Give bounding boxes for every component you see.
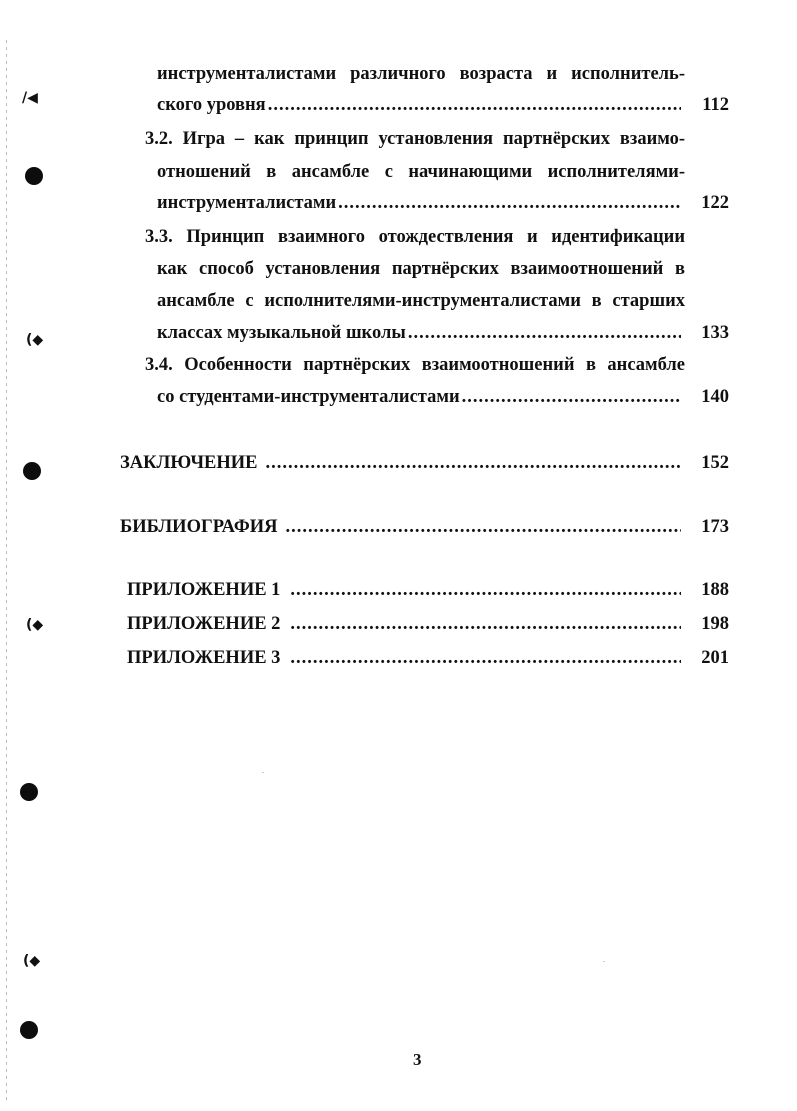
binder-mark-icon: (◆: [23, 953, 41, 969]
binder-mark-icon: /◀: [22, 90, 38, 106]
dot-leader: [290, 578, 681, 602]
toc-entry-text: ПРИЛОЖЕНИЕ 2: [127, 614, 281, 634]
toc-page-number: 133: [701, 323, 729, 343]
toc-entry-text: ского уровня: [157, 95, 266, 115]
toc-entry-text: ЗАКЛЮЧЕНИЕ: [120, 453, 258, 473]
binder-hole-icon: [20, 1021, 38, 1039]
scan-speck: [262, 772, 264, 773]
toc-entry-text: со студентами-инструменталистами: [157, 387, 460, 407]
toc-page-number: 140: [701, 387, 729, 407]
toc-entry-heading: 3.2. Игра – как принцип установления партнёрских взаимо-: [145, 129, 685, 149]
toc-page-number: 112: [702, 95, 729, 115]
toc-entry-heading: 3.3. Принцип взаимного отождествления и идентификации: [145, 227, 685, 247]
dot-leader: [286, 515, 682, 539]
scan-edge-line: [6, 40, 7, 1100]
toc-entry-line: [157, 321, 685, 345]
toc-entry-text: ПРИЛОЖЕНИЕ 3: [127, 648, 281, 668]
toc-entry-line: [157, 93, 685, 117]
toc-entry-text: БИБЛИОГРАФИЯ: [120, 517, 278, 537]
dot-leader: [408, 321, 681, 345]
binder-hole-icon: [23, 462, 41, 480]
binder-mark-icon: (◆: [26, 617, 44, 633]
dot-leader: [338, 191, 681, 215]
toc-appendix-3: [127, 646, 685, 670]
dot-leader: [266, 451, 682, 475]
toc-conclusion: [120, 451, 685, 475]
toc-page-number: 122: [701, 193, 729, 213]
toc-page-number: 152: [701, 453, 729, 473]
toc-appendix-1: [127, 578, 685, 602]
dot-leader: [290, 646, 681, 670]
toc-entry-text: ПРИЛОЖЕНИЕ 1: [127, 580, 281, 600]
toc-bibliography: [120, 515, 685, 539]
toc-entry-text: инструменталистами: [157, 193, 337, 213]
toc-page-number: 173: [701, 517, 729, 537]
dot-leader: [268, 93, 681, 117]
page-number: 3: [413, 1050, 422, 1069]
toc-entry-line: [157, 385, 685, 409]
toc-page-number: 201: [701, 648, 729, 668]
toc-entry-line: как способ установления партнёрских взаимоотношений в: [157, 259, 685, 279]
dot-leader: [462, 385, 681, 409]
toc-entry-line: отношений в ансамбле с начинающими исполнителями-: [157, 162, 685, 182]
toc-appendix-2: [127, 612, 685, 636]
binder-hole-icon: [20, 783, 38, 801]
binder-mark-icon: (◆: [26, 332, 44, 348]
dot-leader: [290, 612, 681, 636]
binder-hole-icon: [25, 167, 43, 185]
toc-entry-text: классах музыкальной школы: [157, 323, 406, 343]
toc-entry-heading: 3.4. Особенности партнёрских взаимоотношений в ансамбле: [145, 355, 685, 375]
scan-speck: [603, 961, 605, 962]
toc-entry-line: [157, 191, 685, 215]
toc-entry-line: инструменталистами различного возраста и исполнитель-: [157, 64, 685, 84]
toc-page-number: 198: [701, 614, 729, 634]
toc-entry-line: ансамбле с исполнителями-инструменталистами в старших: [157, 291, 685, 311]
toc-page-number: 188: [701, 580, 729, 600]
